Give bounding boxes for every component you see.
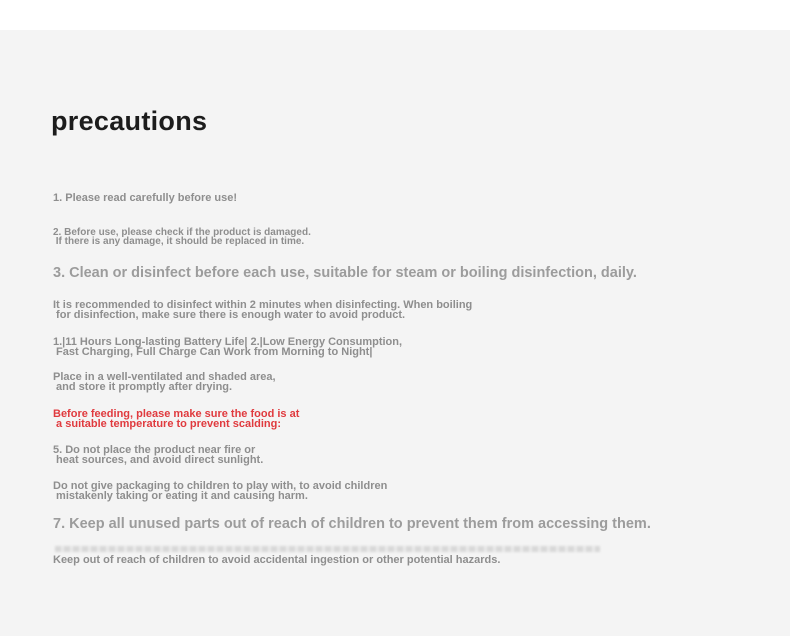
precaution-item-7: 5. Do not place the product near fire or heat sources, and avoid direct sunlight. [53,444,264,466]
precaution-item-warning: Before feeding, please make sure the food is at a suitable temperature to prevent scalding: [53,408,300,430]
precaution-item-5: 1.|11 Hours Long-lasting Battery Life| 2.|Low Energy Consumption, Fast Charging, Full Charge Can Work from Morning to Night| [53,336,403,358]
precaution-item-8: Do not give packaging to children to play with, to avoid children mistakenly taking or eating it and causing harm. [53,480,388,502]
precaution-item-2: 2. Before use, please check if the product is damaged. If there is any damage, it should be replaced in time. [53,227,311,247]
top-band [0,0,790,30]
precaution-item-9: 7. Keep all unused parts out of reach of children to prevent them from accessing them. [53,516,651,532]
precaution-item-10: Keep out of reach of children to avoid accidental ingestion or other potential hazards. [53,554,501,566]
precaution-item-4: It is recommended to disinfect within 2 minutes when disinfecting. When boiling for disinfection, make sure there is enough water to avoid product. [53,299,473,321]
precaution-item-3: 3. Clean or disinfect before each use, suitable for steam or boiling disinfection, daily. [53,265,637,281]
precaution-item-6: Place in a well-ventilated and shaded area, and store it promptly after drying. [53,371,276,393]
precaution-item-1: 1. Please read carefully before use! [53,192,238,204]
blurred-text-line [55,546,600,552]
page-title: precautions [51,106,208,136]
